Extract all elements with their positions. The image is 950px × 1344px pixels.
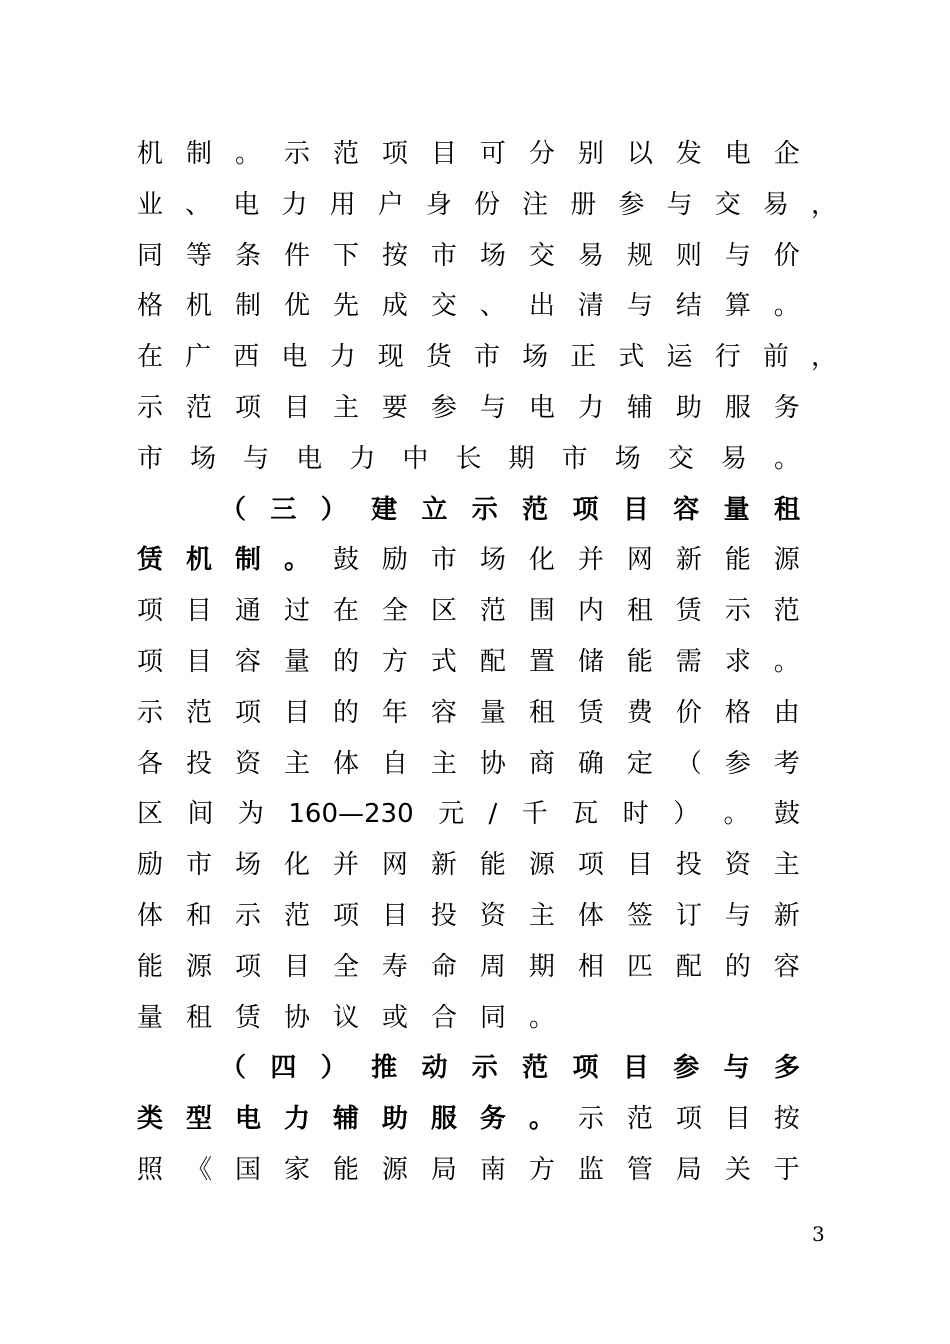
text-line: 格 机 制 优 先 成 交 、 出 清 与 结 算 。 [137, 291, 800, 322]
document-body [137, 129, 837, 1196]
text-line: 项 目 容 量 的 方 式 配 置 储 能 需 求 。 [137, 646, 800, 677]
text-line: 在 广 西 电 力 现 货 市 场 正 式 运 行 前 ， [137, 342, 837, 373]
text-line: 能 源 项 目 全 寿 命 周 期 相 匹 配 的 容 [137, 951, 800, 982]
text-line: 项 目 通 过 在 全 区 范 围 内 租 赁 示 范 [137, 596, 800, 627]
text-line: 业 、 电 力 用 户 身 份 注 册 参 与 交 易 ， [137, 189, 837, 220]
text-line: 市 场 与 电 力 中 长 期 市 场 交 易 。 [137, 443, 800, 474]
text-line: 示 范 项 目 主 要 参 与 电 力 辅 助 服 务 [137, 392, 800, 423]
text-line: 各 投 资 主 体 自 主 协 商 确 定 （ 参 考 [137, 748, 800, 779]
text-line: 机 制 。 示 范 项 目 可 分 别 以 发 电 企 [137, 139, 800, 169]
text-line: 同 等 条 件 下 按 市 场 交 易 规 则 与 价 [137, 240, 800, 271]
text-line: 照 《 国 家 能 源 局 南 方 监 管 局 关 于 [137, 1154, 800, 1185]
text-line: 赁 机 制 。 鼓 励 市 场 化 并 网 新 能 源 [137, 545, 800, 576]
text-line: 区 间 为 160—230 元 / 千 瓦 时 ） 。 鼓 [137, 799, 800, 830]
text-line: 体 和 示 范 项 目 投 资 主 体 签 订 与 新 [137, 900, 800, 931]
text-line: （ 三 ） 建 立 示 范 项 目 容 量 租 [220, 494, 800, 525]
text-line: 量 租 赁 协 议 或 合 同 。 [137, 1002, 556, 1033]
page-number: 3 [812, 1222, 825, 1246]
text-line: 示 范 项 目 的 年 容 量 租 赁 费 价 格 由 [137, 697, 800, 728]
text-line: （ 四 ） 推 动 示 范 项 目 参 与 多 [220, 1053, 800, 1084]
text-line: 类 型 电 力 辅 助 服 务 。 示 范 项 目 按 [137, 1104, 800, 1135]
text-line: 励 市 场 化 并 网 新 能 源 项 目 投 资 主 [137, 850, 800, 881]
